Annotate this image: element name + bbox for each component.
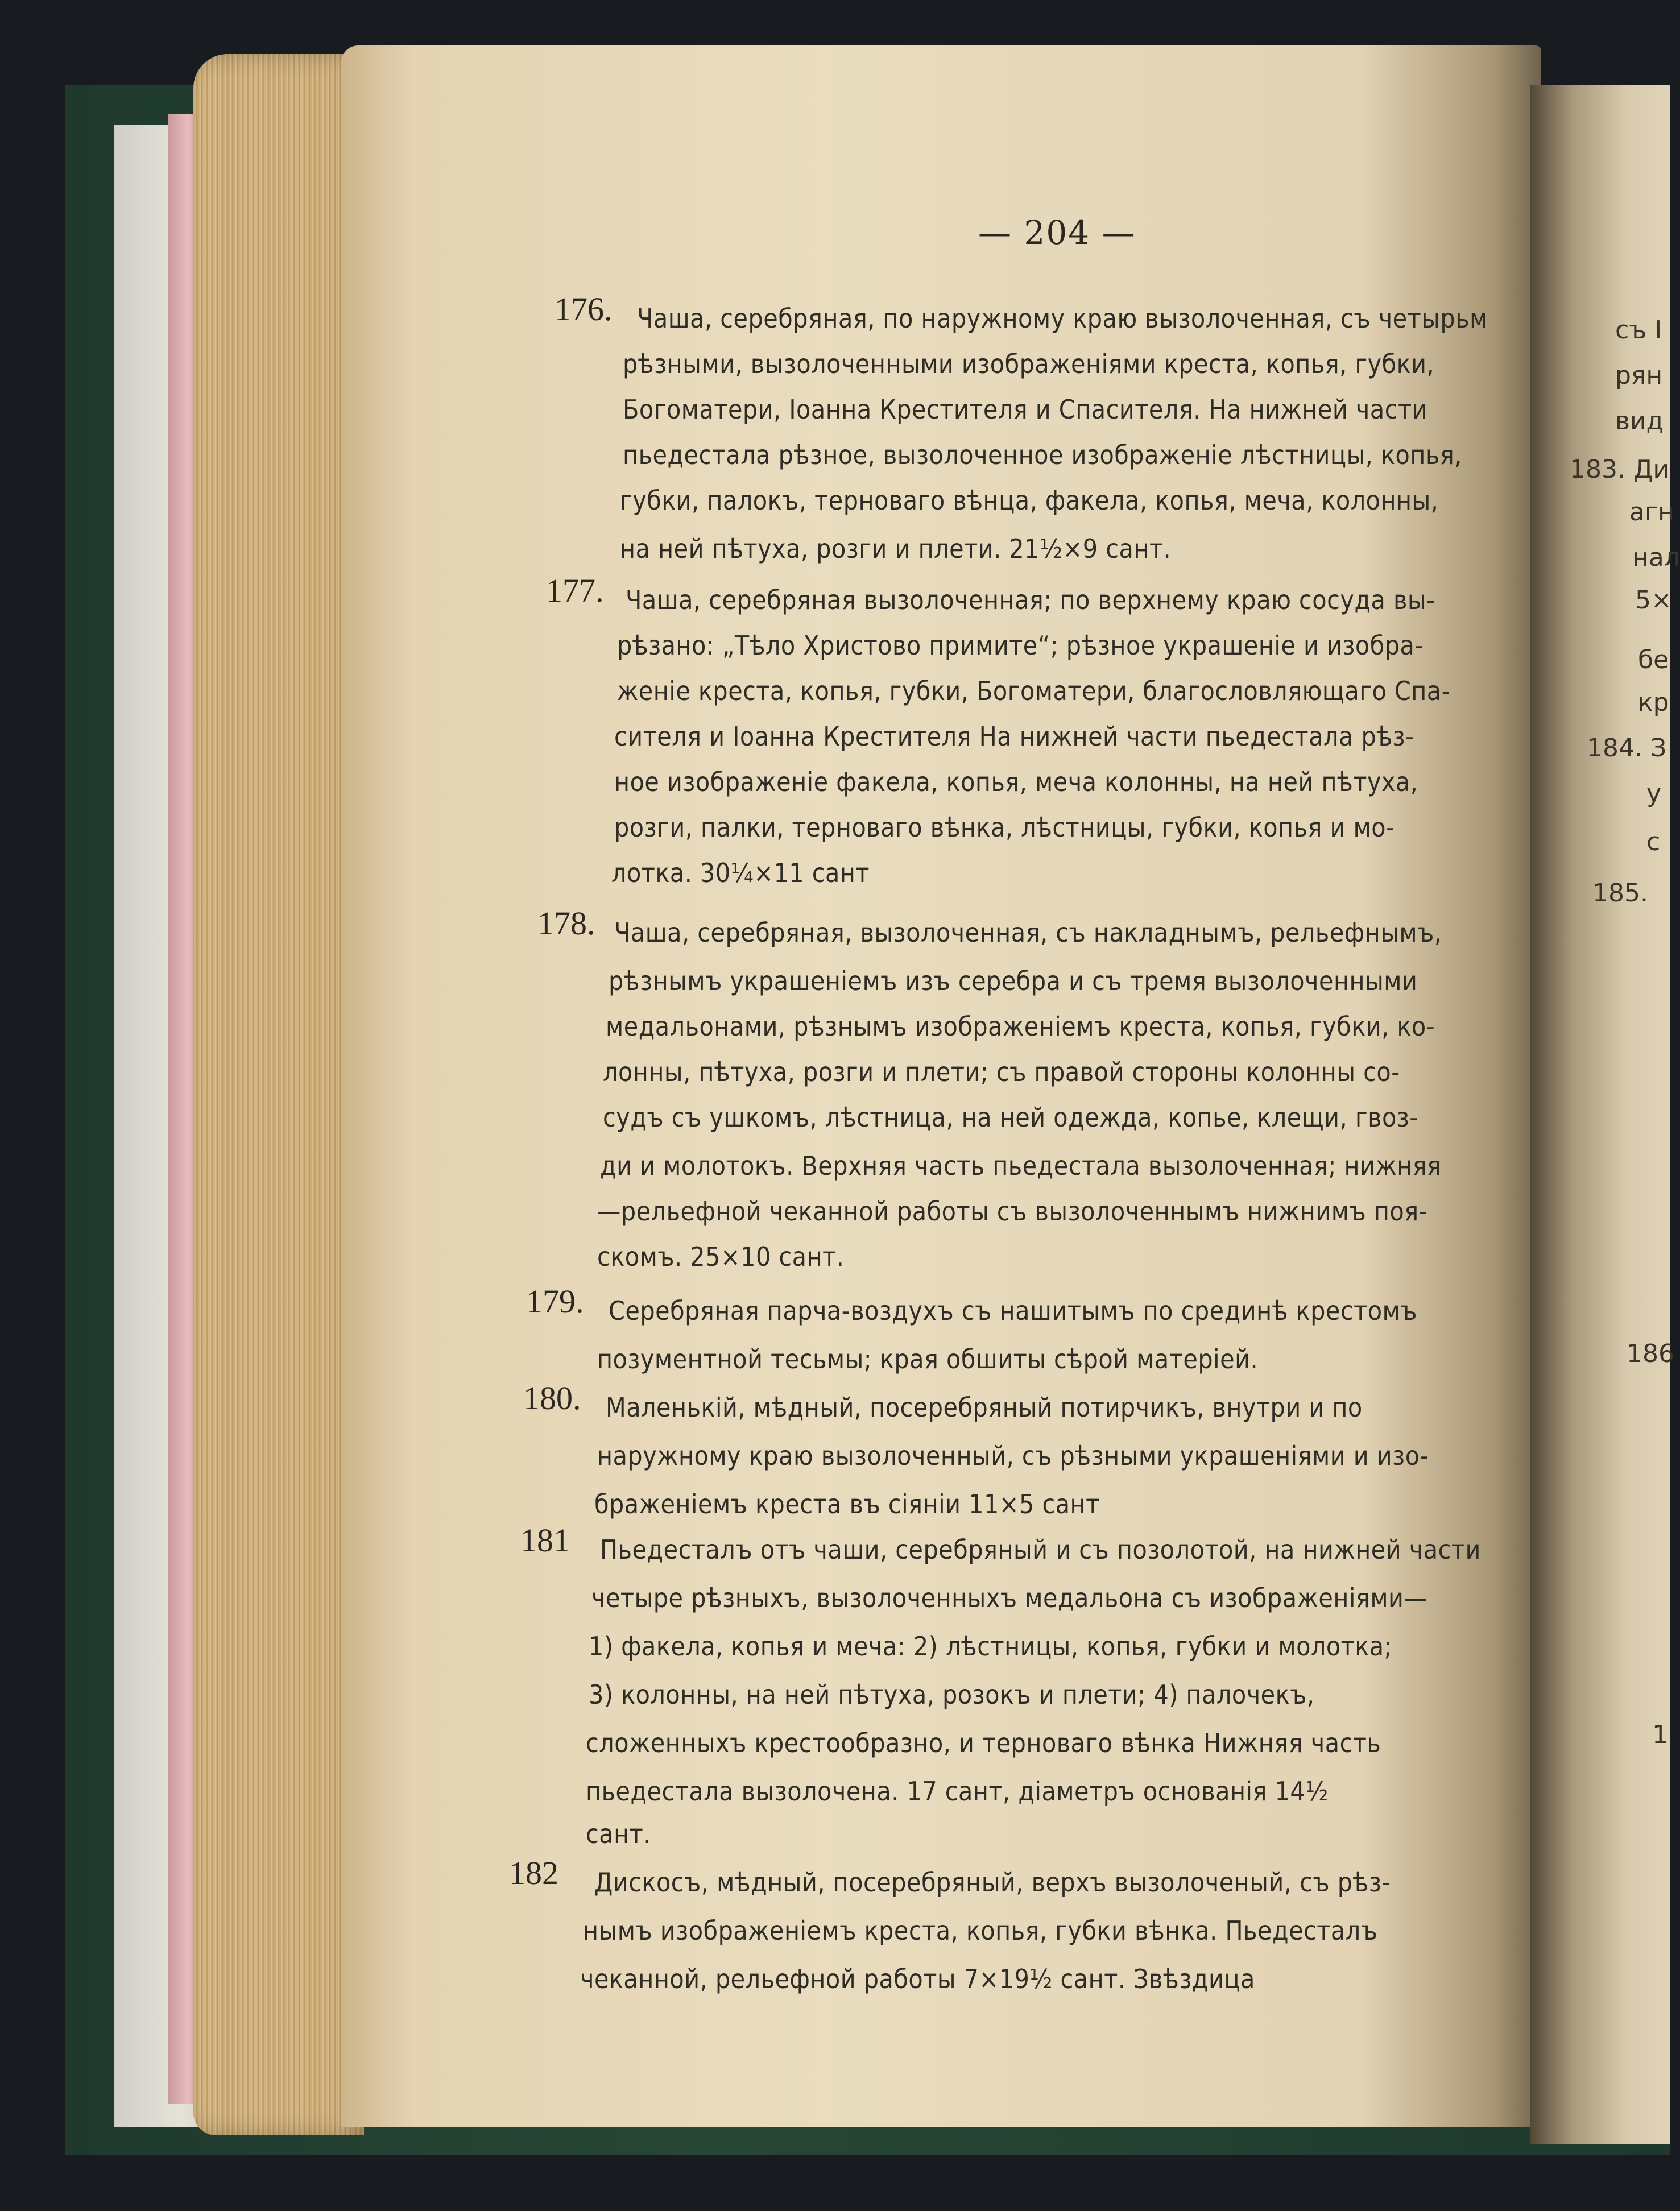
- right-page-fragment: 186: [1627, 1339, 1674, 1368]
- right-page-fragment: бе: [1638, 645, 1669, 674]
- entry-line: лотка. 30¼×11 сант: [611, 858, 870, 888]
- right-page-fragment: с: [1646, 827, 1661, 856]
- entry-number: 178.: [537, 905, 595, 942]
- entry-line: скомъ. 25×10 сант.: [597, 1241, 845, 1272]
- entry-line: Серебряная парча-воздухъ съ нашитымъ по срединѣ крестомъ: [609, 1295, 1418, 1326]
- right-page-fragment: 1: [1652, 1720, 1668, 1749]
- entry-line: рѣзано: „Тѣло Христово примите“; рѣзное украшеніе и изобра-: [617, 630, 1424, 661]
- entry-line: рѣзнымъ украшеніемъ изъ серебра и съ тремя вызолоченными: [609, 966, 1418, 996]
- entry-line: рѣзными, вызолоченными изображеніями креста, копья, губки,: [623, 349, 1435, 379]
- entry-line: сителя и Іоанна Крестителя На нижней части пьедестала рѣз-: [614, 721, 1414, 752]
- right-page-fragment: 183. Ди: [1570, 455, 1669, 484]
- entry-line: четыре рѣзныхъ, вызолоченныхъ медальона съ изображеніями—: [591, 1583, 1428, 1613]
- entry-line: ное изображеніе факела, копья, меча колонны, на ней пѣтуха,: [614, 767, 1418, 797]
- entry-line: Дискосъ, мѣдный, посеребряный, верхъ вызолоченый, съ рѣз-: [594, 1867, 1391, 1898]
- right-page-fragment: 184. З: [1587, 734, 1667, 763]
- entry-line: пьедестала вызолочена. 17 сант, діаметръ основанія 14½: [586, 1776, 1329, 1807]
- entry-line: наружному краю вызолоченный, съ рѣзными украшеніями и изо-: [597, 1440, 1429, 1471]
- entry-line: губки, палокъ, терноваго вѣнца, факела, копья, меча, колонны,: [620, 485, 1439, 516]
- entry-line: лонны, пѣтуха, розги и плети; съ правой стороны колонны со-: [603, 1057, 1400, 1087]
- entry-line: Чаша, серебряная, вызолоченная, съ накладнымъ, рельефнымъ,: [614, 917, 1442, 948]
- entry-line: Пьедесталъ отъ чаши, серебряный и съ позолотой, на нижней части: [600, 1534, 1481, 1565]
- entry-line: сант.: [586, 1819, 651, 1849]
- page-edges: [193, 54, 364, 2135]
- entry-line: Чаша, серебряная, по наружному краю вызолоченная, съ четырьм: [637, 303, 1488, 334]
- entry-line: розги, палки, терноваго вѣнка, лѣстницы, губки, копья и мо-: [614, 812, 1395, 843]
- entry-number: 179.: [526, 1283, 584, 1320]
- entry-number: 176.: [555, 291, 613, 328]
- entry-line: браженіемъ креста въ сіяніи 11×5 сант: [594, 1489, 1100, 1519]
- entry-line: медальонами, рѣзнымъ изображеніемъ креста, копья, губки, ко-: [606, 1011, 1435, 1042]
- entry-line: нымъ изображеніемъ креста, копья, губки вѣнка. Пьедесталъ: [583, 1915, 1378, 1946]
- right-page-fragment: у: [1646, 779, 1662, 808]
- entry-line: Чаша, серебряная вызолоченная; по верхнему краю сосуда вы-: [626, 585, 1435, 615]
- entry-number: 180.: [523, 1380, 581, 1417]
- entry-line: сложенныхъ крестообразно, и терноваго вѣнка Нижняя часть: [586, 1728, 1381, 1758]
- right-page-fragment: вид: [1615, 407, 1664, 436]
- page-number: — 204 —: [978, 213, 1136, 252]
- right-page-fragment: агн: [1629, 498, 1674, 527]
- right-page: [1530, 85, 1670, 2144]
- entry-line: чеканной, рельефной работы 7×19½ сант. Звѣздица: [580, 1964, 1255, 1994]
- right-page-fragment: рян: [1615, 361, 1663, 390]
- entry-line: Богоматери, Іоанна Крестителя и Спасителя. На нижней части: [623, 394, 1427, 425]
- entry-line: 3) колонны, на ней пѣтуха, розокъ и плети; 4) палочекъ,: [589, 1679, 1315, 1710]
- right-page-fragment: 5×: [1635, 586, 1672, 615]
- entry-line: позументной тесьмы; края обшиты сѣрой матеріей.: [597, 1344, 1259, 1374]
- right-page-fragment: 185.: [1592, 879, 1648, 908]
- entry-line: 1) факела, копья и меча: 2) лѣстницы, копья, губки и молотка;: [589, 1631, 1393, 1662]
- entry-line: женіе креста, копья, губки, Богоматери, благословляющаго Спа-: [617, 676, 1451, 706]
- entry-number: 182: [509, 1854, 558, 1891]
- entry-line: Маленькій, мѣдный, посеребряный потирчикъ, внутри и по: [606, 1392, 1363, 1423]
- entry-line: пьедестала рѣзное, вызолоченное изображеніе лѣстницы, копья,: [623, 440, 1462, 470]
- right-page-fragment: нал: [1632, 543, 1680, 572]
- entry-line: —рельефной чеканной работы съ вызолоченнымъ нижнимъ поя-: [597, 1196, 1428, 1227]
- entry-number: 177.: [546, 572, 604, 609]
- entry-line: ди и молотокъ. Верхняя часть пьедестала вызолоченная; нижняя: [600, 1150, 1442, 1181]
- entry-line: на ней пѣтуха, розги и плети. 21½×9 сант.: [620, 533, 1172, 564]
- entry-line: судъ съ ушкомъ, лѣстница, на ней одежда, копье, клещи, гвоз-: [603, 1102, 1418, 1133]
- right-page-fragment: кр: [1638, 688, 1669, 717]
- right-page-fragment: съ I: [1615, 316, 1662, 345]
- entry-number: 181: [520, 1522, 570, 1559]
